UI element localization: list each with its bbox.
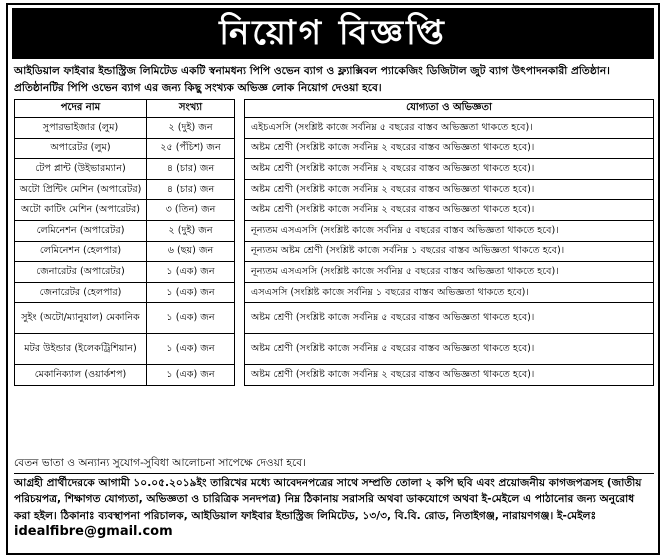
job-requirement: অষ্টম শ্রেণী (সংশ্লিষ্ট কাজে সর্বনিম্ন ২ বছরের বাস্তব অভিজ্ঞতা থাকতে হবে)। [245, 179, 654, 200]
job-advertisement [6, 3, 660, 555]
job-requirement: অষ্টম শ্রেণী (সংশ্লিষ্ট কাজে সর্বনিম্ন ২ বছরের বাস্তব অভিজ্ঞতা থাকতে হবে)। [245, 159, 654, 180]
job-title: অপারেটর (লুম) [15, 138, 147, 159]
jobs-table [14, 99, 654, 386]
job-requirement: নূন্যতম এসএসসি (সংশ্লিষ্ট কাজে সর্বনিম্ন ৫ বছরের বাস্তব অভিজ্ঞতা থাকতে হবে)। [245, 262, 654, 283]
job-title: অটো কাটিং মেশিন (অপারেটর) [15, 200, 147, 221]
apply-body: আবেদনপত্রের সাথে সম্প্রতি তোলা ২ কপি ছবি এবং প্রয়োজনীয় কাগজপত্রসহ (জাতীয় পরিচয়পত্র, শিক্ষাগত যোগ্যতা, অভিজ্ঞতা ও চারিত্রিক সনদপত্র) নিম্ন ঠিকানায় সরাসরি অথবা ডাকযোগে অথবা ই-মেইলে এ পাঠানোর জন্য অনুরোধ করা হইল। ঠিকানাঃ ব্যবস্থাপনা পরিচালক, [14, 476, 642, 522]
job-count: ৬ (ছয়) জন [147, 241, 235, 262]
intro-text: একটি স্বনামধন্য পিপি ওভেন ব্যাগ ও ফ্ল্যাক্সিবল প্যাকেজিং ডিজিটাল জুট ব্যাগ উৎপাদনকারী প্রতিষ্ঠান। প্রতিষ্ঠানটির পিপি ওভেন ব্যাগ এর জন্য কিছু সংখ্যক অভিজ্ঞ লোক নিয়োগ দেওয়া হবে। [14, 65, 610, 94]
column-gap [235, 303, 245, 334]
column-gap [235, 220, 245, 241]
table-row [15, 282, 654, 303]
job-requirement: নূন্যতম অষ্টম শ্রেণী (সংশ্লিষ্ট কাজে সর্বনিম্ন ১ বছরের বাস্তব অভিজ্ঞতা থাকতে হবে)। [245, 241, 654, 262]
job-title: মটর উইন্ডার (ইলেকট্রিশিয়ান) [15, 334, 147, 365]
application-instructions [14, 475, 654, 541]
table-row [15, 220, 654, 241]
job-count: ১ (এক) জন [147, 334, 235, 365]
apply-deadline: আগ্রহী প্রার্থীদেরকে আগামী ১০.০৫.২০১৯ইং তারিখের মধ্যে [14, 476, 271, 489]
column-gap [235, 282, 245, 303]
job-count: ১ (এক) জন [147, 262, 235, 283]
job-requirement: অষ্টম শ্রেণী (সংশ্লিষ্ট কাজে সর্বনিম্ন ২ বছরের বাস্তব অভিজ্ঞতা থাকতে হবে)। [245, 200, 654, 221]
job-count: ২ (দুই) জন [147, 118, 235, 139]
job-requirement: অষ্টম শ্রেণী (সংশ্লিষ্ট কাজে সর্বনিম্ন ৫ বছরের বাস্তব অভিজ্ঞতা থাকতে হবে)। [245, 334, 654, 365]
column-gap [235, 200, 245, 221]
column-gap [235, 334, 245, 365]
column-gap [235, 118, 245, 139]
header-requirements: যোগ্যতা ও অভিজ্ঞতা [245, 100, 654, 118]
footer-section [14, 455, 654, 541]
job-title: সুপারভাইজার (লুম) [15, 118, 147, 139]
job-count: ১ (এক) জন [147, 365, 235, 386]
job-count: ২৫ (পঁচিশ) জন [147, 138, 235, 159]
table-row [15, 138, 654, 159]
table-row [15, 303, 654, 334]
table-row [15, 118, 654, 139]
footer-address: ১৩/৩, বি.বি. রোড, নিতাইগঞ্জ, নারায়ণগঞ্জ। ই-মেইলঃ [358, 509, 597, 522]
table-header-row [15, 100, 654, 118]
table-row [15, 241, 654, 262]
intro-paragraph [14, 63, 654, 97]
job-requirement: এসএসসি (সংশ্লিষ্ট কাজে সর্বনিম্ন ১ বছরের বাস্তব অভিজ্ঞতা থাকতে হবে)। [245, 282, 654, 303]
header-title: পদের নাম [15, 100, 147, 118]
job-title: লেমিনেশন (হেলপার) [15, 241, 147, 262]
job-requirement: অষ্টম শ্রেণী (সংশ্লিষ্ট কাজে সর্বনিম্ন ৫ বছরের বাস্তব অভিজ্ঞতা থাকতে হবে)। [245, 303, 654, 334]
job-requirement: অষ্টম শ্রেণী (সংশ্লিষ্ট কাজে সর্বনিম্ন ২ বছরের বাস্তব অভিজ্ঞতা থাকতে হবে)। [245, 365, 654, 386]
table-row [15, 159, 654, 180]
job-title: মেকানিক্যাল (ওয়ার্কশপ) [15, 365, 147, 386]
header-count: সংখ্যা [147, 100, 235, 118]
job-title: লেমিনেশন (অপারেটর) [15, 220, 147, 241]
job-count: ৪ (চার) জন [147, 159, 235, 180]
column-gap [235, 262, 245, 283]
job-title: জেনারেটর (হেলপার) [15, 282, 147, 303]
column-gap [235, 159, 245, 180]
job-requirement: নূন্যতম এসএসসি (সংশ্লিষ্ট কাজে সর্বনিম্ন ৫ বছরের বাস্তব অভিজ্ঞতা থাকতে হবে)। [245, 220, 654, 241]
table-row [15, 262, 654, 283]
salary-note: বেতন ভাতা ও অন্যান্য সুযোগ-সুবিধা আলোচনা সাপেক্ষে দেওয়া হবে। [14, 455, 654, 474]
job-title: সুইং (অটো/ম্যানুয়াল) মেকানিক [15, 303, 147, 334]
table-row [15, 179, 654, 200]
job-requirement: অষ্টম শ্রেণী (সংশ্লিষ্ট কাজে সর্বনিম্ন ২ বছরের বাস্তব অভিজ্ঞতা থাকতে হবে)। [245, 138, 654, 159]
column-gap [235, 241, 245, 262]
intro-company-name: আইডিয়াল ফাইবার ইন্ডাস্ট্রিজ লিমিটেড [14, 65, 178, 77]
job-title: টেপ প্লান্ট (উইভারম্যান) [15, 159, 147, 180]
job-requirement: এইচএসসি (সংশ্লিষ্ট কাজে সর্বনিম্ন ৫ বছরের বাস্তব অভিজ্ঞতা থাকতে হবে)। [245, 118, 654, 139]
footer-company-name: আইডিয়াল ফাইবার ইন্ডাস্ট্রিজ লিমিটেড, [191, 509, 359, 522]
job-count: ৩ (তিন) জন [147, 200, 235, 221]
column-gap [235, 138, 245, 159]
job-count: ১ (এক) জন [147, 303, 235, 334]
column-gap [235, 100, 245, 118]
column-gap [235, 179, 245, 200]
job-title: অটো প্রিন্টিং মেশিন (অপারেটর) [15, 179, 147, 200]
table-row [15, 334, 654, 365]
contact-email-link[interactable]: idealfibre@gmail.com [14, 524, 173, 539]
job-title: জেনারেটর (অপারেটর) [15, 262, 147, 283]
job-count: ২ (দুই) জন [147, 220, 235, 241]
table-row [15, 200, 654, 221]
column-gap [235, 365, 245, 386]
job-count: ১ (এক) জন [147, 282, 235, 303]
table-row [15, 365, 654, 386]
banner-title: নিয়োগ বিজ্ঞপ্তি [12, 8, 654, 59]
job-count: ৪ (চার) জন [147, 179, 235, 200]
